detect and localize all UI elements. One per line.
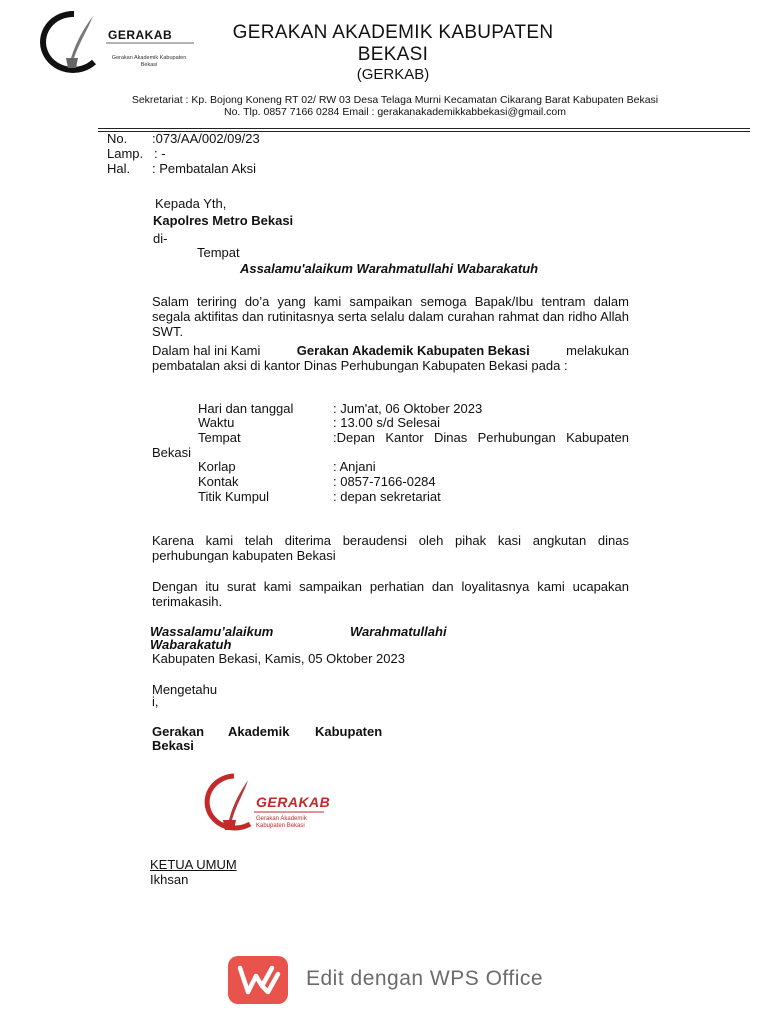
logo-caption-line-2: Bekasi xyxy=(140,62,158,68)
detail-label-time: Waktu xyxy=(198,415,235,430)
detail-value-time: : 13.00 s/d Selesai xyxy=(333,415,440,430)
wps-edit-link[interactable]: Edit dengan WPS Office xyxy=(306,967,544,990)
signer-org-word-2: Akademik xyxy=(228,724,290,739)
action-prefix: Dalam hal ini Kami xyxy=(152,343,261,358)
detail-label-place: Tempat xyxy=(198,430,241,445)
action-organization: Gerakan Akademik Kabupaten Bekasi xyxy=(296,343,530,358)
opening-salam-cut xyxy=(160,261,539,276)
acknowledged-line-2: i, xyxy=(152,694,159,709)
recipient-place: Tempat xyxy=(197,245,240,260)
action-suffix: melakukan xyxy=(566,343,629,358)
organization-title xyxy=(200,22,586,66)
paragraph-reason: Karena kami telah diterima beraudensi oleh pihak kasi angkutan dinas perhubungan kabupaten Bekasi xyxy=(152,533,629,563)
paragraph-action xyxy=(152,343,629,373)
meta-hal-label: Hal. xyxy=(107,161,131,176)
title-line-1: GERAKAN AKADEMIK KABUPATEN xyxy=(232,22,554,43)
organization-abbreviation: (GERKAB) xyxy=(356,66,430,83)
signer-org-word-4: Bekasi xyxy=(152,738,194,753)
paragraph-action-line-1 xyxy=(152,343,629,358)
signer-position: KETUA UMUM xyxy=(150,857,237,872)
stamp-caption-line-1: Gerakan Akademik xyxy=(256,816,307,822)
meta-lamp-label: Lamp. xyxy=(107,146,144,161)
detail-value-place: :Depan Kantor Dinas Perhubungan Kabupaten xyxy=(333,430,629,445)
meta-lamp-value: : - xyxy=(154,146,166,161)
stamp-caption-line-2: Kabupaten Bekasi xyxy=(256,823,305,829)
stamp-name: GERAKAB xyxy=(256,794,331,810)
closing-date-line: Kabupaten Bekasi, Kamis, 05 Oktober 2023 xyxy=(152,651,405,666)
stamp-caption xyxy=(256,816,307,830)
logo-caption-line-1: Gerakan Akademik Kabupaten xyxy=(111,55,187,61)
detail-value-meeting-point: : depan sekretariat xyxy=(333,489,441,504)
meta-no-value: :073/AA/002/09/23 xyxy=(152,131,260,146)
detail-value-date: : Jum'at, 06 Oktober 2023 xyxy=(333,401,483,416)
wps-office-icon[interactable] xyxy=(228,956,288,1004)
meta-hal-value: : Pembatalan Aksi xyxy=(152,161,257,176)
detail-label-korlap: Korlap xyxy=(198,459,236,474)
closing-salam-3: Wabarakatuh xyxy=(150,637,232,652)
detail-place-wrap: Bekasi xyxy=(152,445,192,460)
address-block xyxy=(60,94,730,118)
title-line-2: BEKASI xyxy=(357,44,429,65)
signer-org-word-1: Gerakan xyxy=(152,724,205,739)
organization-stamp xyxy=(196,768,336,838)
logo-name: GERAKAB xyxy=(108,28,173,42)
paragraph-thanks: Dengan itu surat kami sampaikan perhatian dan loyalitasnya kami ucapakan terimakasih. xyxy=(152,579,629,609)
contact-line: No. Tlp. 0857 7166 0284 Email : gerakanakademikkabbekasi@gmail.com xyxy=(224,106,566,118)
opening-salam: Assalamu'alaikum Warahmatullahi Wabarakatuh xyxy=(240,261,539,276)
closing-salam-1: Wassalamu’alaikum xyxy=(150,624,274,639)
signer-org-word-3: Kabupaten xyxy=(315,724,383,739)
recipient-di: di- xyxy=(153,231,168,246)
header-divider xyxy=(98,128,750,129)
signer-name: Ikhsan xyxy=(150,872,189,887)
address-line: Sekretariat : Kp. Bojong Koneng RT 02/ RW 03 Desa Telaga Murni Kecamatan Cikarang Barat Kabupaten Bekasi xyxy=(131,94,659,106)
logo-caption xyxy=(104,55,194,69)
paragraph-action-line-2: pembatalan aksi di kantor Dinas Perhubungan Kabupaten Bekasi pada : xyxy=(152,358,568,373)
recipient-greeting: Kepada Yth, xyxy=(155,196,227,211)
detail-value-contact: : 0857-7166-0284 xyxy=(333,474,436,489)
detail-value-korlap: : Anjani xyxy=(333,459,376,474)
meta-no-label: No. xyxy=(107,131,128,146)
paragraph-greeting: Salam teriring do’a yang kami sampaikan semoga Bapak/Ibu tentram dalam segala aktifitas dan rutinitasnya serta selalu dalam curahan rahmat dan ridho Allah SWT. xyxy=(152,294,629,339)
organization-logo xyxy=(38,10,198,74)
wps-logo-glyph xyxy=(228,956,288,1004)
closing-salam-2: Warahmatullahi xyxy=(350,624,447,639)
acknowledged-line-1: Mengetahu xyxy=(152,682,218,697)
detail-label-date: Hari dan tanggal xyxy=(198,401,294,416)
recipient-name: Kapolres Metro Bekasi xyxy=(153,213,294,228)
detail-label-contact: Kontak xyxy=(198,474,239,489)
detail-label-meeting-point: Titik Kumpul xyxy=(198,489,270,504)
